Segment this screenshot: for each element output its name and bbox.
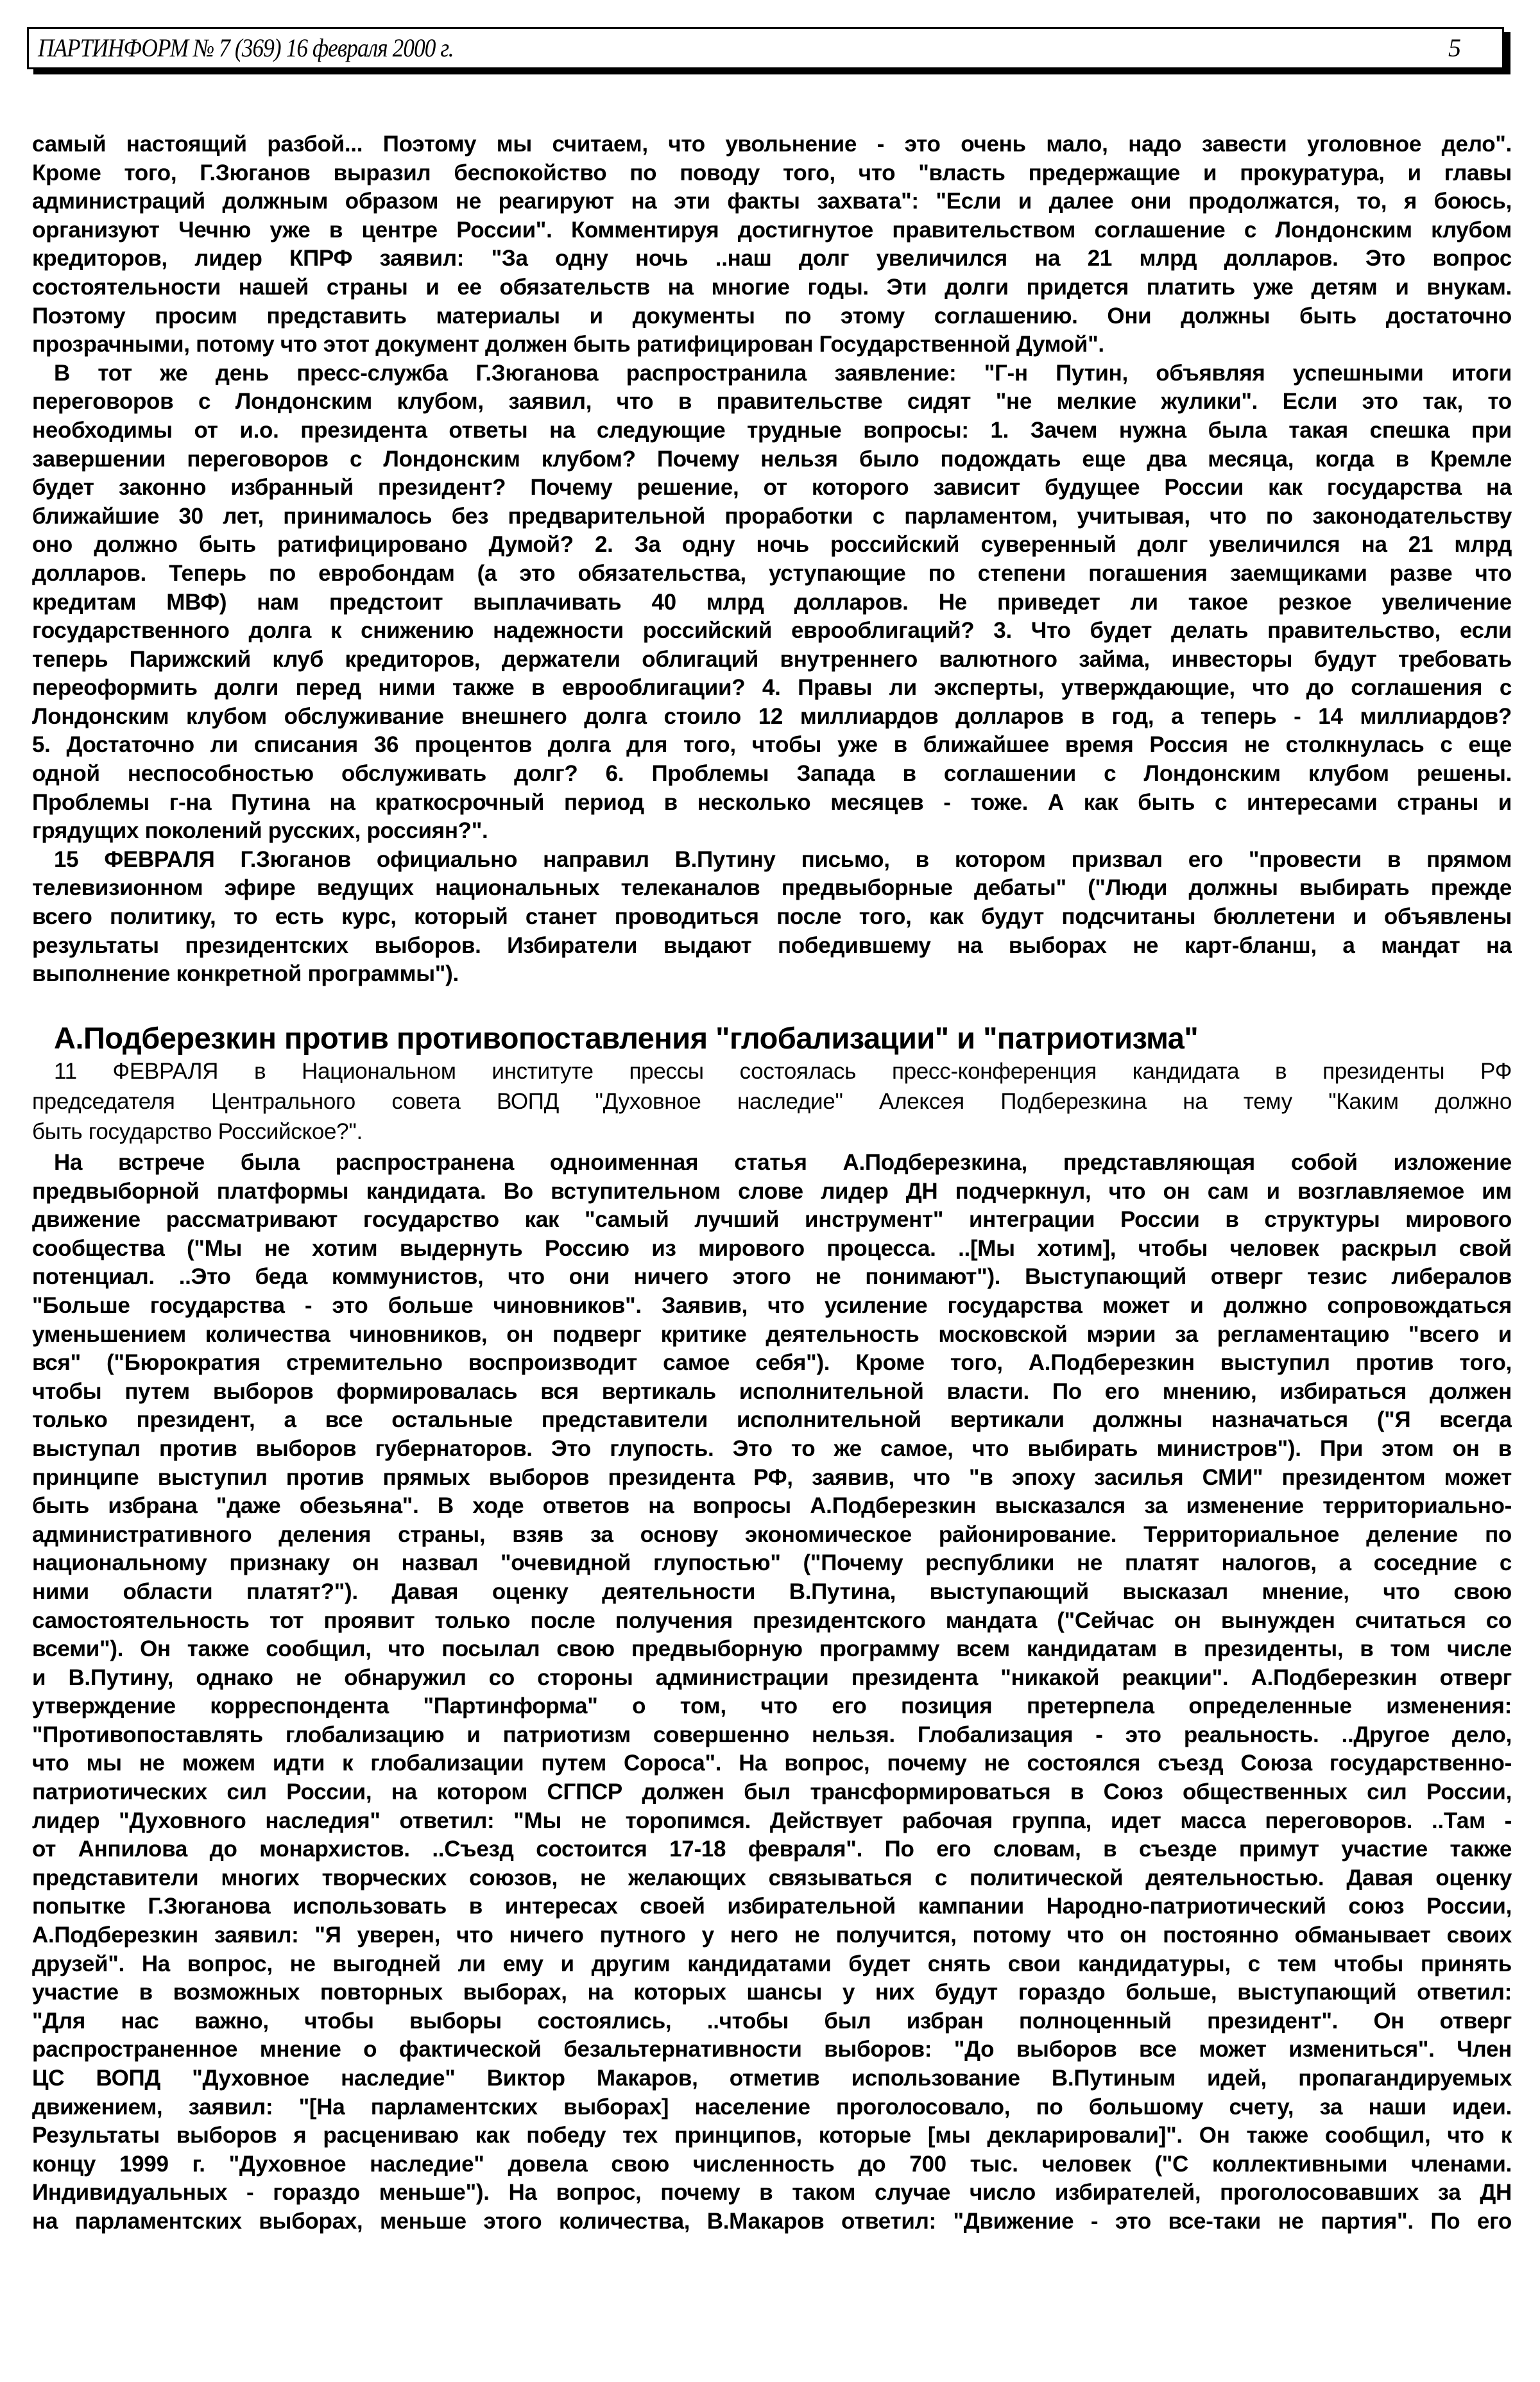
text-line: результаты президентских выборов. Избиратели выдают победившему на выборах не карт-бланш, а мандат на xyxy=(32,932,1512,958)
article-body xyxy=(32,1149,1512,2236)
text-line: телевизионном эфире ведущих национальных телеканалов предвыборные дебаты" ("Люди должны выбирать прежде xyxy=(32,875,1512,901)
text-line: всего политику, то есть курс, который станет проводиться после того, как будут подсчитаны бюллетени и объявлены xyxy=(32,904,1512,930)
text-line: грядущих поколений русских, россиян?". xyxy=(32,818,488,844)
text-line: всеми"). Он также сообщил, что посылал свою предвыборную программу всем кандидатам в президенты, в том числе xyxy=(32,1636,1512,1662)
text-line: переоформить долги перед ними также в еврооблигации? 4. Правы ли эксперты, утверждающие, что до соглашения с xyxy=(32,675,1512,701)
text-line: кредиторов, лидер КПРФ заявил: "За одну ночь ..наш долг увеличился на 21 млрд долларов. Это вопрос xyxy=(32,246,1512,271)
text-line: председателя Центрального совета ВОПД "Духовное наследие" Алексея Подберезкина на тему "Каким должно xyxy=(32,1089,1512,1114)
text-line: ближайшие 30 лет, принималось без предварительной проработки с парламентом, учитывая, что по законодательству xyxy=(32,503,1512,529)
text-line: участие в возможных повторных выборах, на которых шансы у них будут гораздо больше, выступающий ответил: xyxy=(32,1980,1512,2005)
text-line: патриотических сил России, на котором СГПСР должен был трансформироваться в Союз общественных сил России, xyxy=(32,1779,1512,1805)
text-line: оно должно быть ратифицировано Думой? 2. За одну ночь российский суверенный долг увеличился на 21 млрд xyxy=(32,532,1512,558)
text-line: состоятельности нашей страны и ее обязательств на многие годы. Эти долги придется платить уже детям и внукам. xyxy=(32,274,1512,300)
page-number: 5 xyxy=(1448,33,1461,62)
text-line: завершении переговоров с Лондонским клубом? Почему нельзя было подождать еще два месяца, когда в Кремле xyxy=(32,446,1512,472)
paragraph xyxy=(32,359,1512,846)
paragraph xyxy=(32,846,1512,989)
text-line: будет законно избранный президент? Почему решение, от которого зависит будущее России как государства на xyxy=(32,475,1512,501)
text-line: государственного долга к снижению надежности российский еврооблигаций? 3. Что будет делать правительство, если xyxy=(32,618,1512,644)
paragraph xyxy=(32,130,1512,359)
text-line: Лондонским клубом обслуживание внешнего долга стоило 12 миллиардов долларов в год, а теперь - 14 миллиардов? xyxy=(32,703,1512,729)
text-line: утверждение корреспондента "Партинформа" о том, что его позиция претерпела определенные изменения: xyxy=(32,1693,1512,1719)
text-line: "Больше государства - это больше чиновников". Заявив, что усиление государства может и должно сопровождаться xyxy=(32,1292,1512,1318)
text-line: 5. Достаточно ли списания 36 процентов долга для того, чтобы уже в ближайшее время Россия не столкнулась с еще xyxy=(32,732,1512,758)
text-line: представители многих творческих союзов, не желающих связываться с политической деятельностью. Давая оценку xyxy=(32,1865,1512,1890)
text-line: Поэтому просим представить материалы и документы по этому соглашению. Они должны быть достаточно xyxy=(32,303,1512,329)
text-line: движением, заявил: "[На парламентских выборах] население проголосовало, по большому счету, за наши идеи. xyxy=(32,2094,1512,2120)
text-line: лидер "Духовного наследия" ответил: "Мы не торопимся. Действует рабочая группа, идет масса переговоров. ..Там - xyxy=(32,1808,1512,1833)
publication-title: ПАРТИНФОРМ № 7 (369) 16 февраля 2000 г. xyxy=(38,33,454,62)
text-line: В тот же день пресс-служба Г.Зюганова распространила заявление: "Г-н Путин, объявляя успешными итоги xyxy=(54,360,1512,386)
text-line: администраций должным образом не реагируют на эти факты захвата": "Если и далее они продолжатся, то, я боюсь, xyxy=(32,189,1512,214)
text-line: ЦС ВОПД "Духовное наследие" Виктор Макаров, отметив использование В.Путиным идей, пропагандируемых xyxy=(32,2066,1512,2091)
article-heading: А.Подберезкин против противопоставления "глобализации" и "патриотизма" xyxy=(54,1021,1199,1055)
text-line: предвыборной платформы кандидата. Во вступительном слове лидер ДН подчеркнул, что он сам и возглавляемое им xyxy=(32,1178,1512,1204)
text-line: сообщества ("Мы не хотим выдернуть Россию из мирового процесса. ..[Мы хотим], чтобы человек раскрыл свой xyxy=(32,1235,1512,1261)
text-line: На встрече была распространена одноименная статья А.Подберезкина, представляющая собой изложение xyxy=(54,1150,1512,1175)
page-header xyxy=(27,27,1504,69)
section-zyuganov-text xyxy=(32,130,1512,989)
text-line: только президент, а все остальные представители исполнительной вертикали должны назначаться ("Я всегда xyxy=(32,1407,1512,1433)
text-line: национальному признаку он назвал "очевидной глупостью" ("Почему республики не платят налогов, а соседние с xyxy=(32,1550,1512,1576)
text-line: концу 1999 г. "Духовное наследие" довела свою численность до 700 тыс. человек ("С коллективными членами. xyxy=(32,2151,1512,2177)
text-line: А.Подберезкин заявил: "Я уверен, что ничего путного у него не получится, потому что он постоянно обманывает своих xyxy=(32,1923,1512,1948)
text-line: чтобы путем выборов формировалась вся вертикаль исполнительной власти. По его мнению, избираться должен xyxy=(32,1378,1512,1404)
text-line: и В.Путину, однако не обнаружил со стороны администрации президента "никакой реакции". А.Подберезкин отверг xyxy=(32,1665,1512,1690)
text-line: друзей". На вопрос, не выгодней ли ему и другим кандидатами будет снять свои кандидатуры, с тем чтобы принять xyxy=(32,1951,1512,1976)
text-line: долларов. Теперь по евробондам (а это обязательства, уступающие по степени погашения заемщиками разве что xyxy=(32,560,1512,586)
text-line: выполнение конкретной программы"). xyxy=(32,961,459,987)
text-line: на парламентских выборах, меньше этого количества, В.Макаров ответил: "Движение - это все-таки не партия". По его xyxy=(32,2208,1512,2234)
text-line: самостоятельность тот проявит только после получения президентского мандата ("Сейчас он вынужден считаться со xyxy=(32,1607,1512,1633)
text-line: административного деления страны, взяв за основу экономическое районирование. Территориальное деление по xyxy=(32,1521,1512,1547)
text-line: Индивидуальных - гораздо меньше"). На вопрос, почему в таком случае число избирателей, проголосовавших за ДН xyxy=(32,2180,1512,2206)
text-line: движение рассматривают государство как "самый лучший инструмент" интеграции России в структуры мирового xyxy=(32,1207,1512,1233)
text-line: распространенное мнение о фактической безальтернативности выборов: "До выборов все может измениться". Член xyxy=(32,2037,1512,2062)
article-lead xyxy=(32,1056,1512,1147)
text-line: организуют Чечню уже в центре России". Комментируя достигнутое правительством соглашение с Лондонским клубом xyxy=(32,217,1512,243)
text-line: Проблемы г-на Путина на краткосрочный период в несколько месяцев - тоже. А как быть с интересами страны и xyxy=(32,789,1512,815)
text-line: 15 ФЕВРАЛЯ Г.Зюганов официально направил В.Путину письмо, в котором призвал его "провести в прямом xyxy=(54,846,1512,872)
text-line: 11 ФЕВРАЛЯ в Национальном институте прессы состоялась пресс-конференция кандидата в президенты РФ xyxy=(54,1059,1512,1084)
text-line: самый настоящий разбой... Поэтому мы считаем, что увольнение - это очень мало, надо завести уголовное дело". xyxy=(32,132,1512,157)
text-line: "Для нас важно, чтобы выборы состоялись, ..чтобы был избран полноценный президент". Он отверг xyxy=(32,2008,1512,2034)
text-line: необходимы от и.о. президента ответы на следующие трудные вопросы: 1. Зачем нужна была такая спешка при xyxy=(32,417,1512,443)
text-line: от Анпилова до монархистов. ..Съезд состоится 17-18 февраля". По его словам, в съезде примут участие также xyxy=(32,1837,1512,1862)
text-line: Кроме того, Г.Зюганов выразил беспокойство по поводу того, что "власть предержащие и прокуратура, и главы xyxy=(32,160,1512,185)
text-line: попытке Г.Зюганова использовать в интересах своей избирательной кампании Народно-патриотический союз России, xyxy=(32,1894,1512,1919)
text-line: теперь Парижский клуб кредиторов, держатели облигаций внутреннего валютного займа, инвесторы будут требовать xyxy=(32,646,1512,672)
text-line: переговоров с Лондонским клубом, заявил, что в правительстве сидят "не мелкие жулики". Если это так, то xyxy=(32,389,1512,415)
text-line: что мы не можем идти к глобализации путем Сороса". На вопрос, почему не состоялся съезд Союза государственно- xyxy=(32,1751,1512,1776)
text-line: уменьшением количества чиновников, он подверг критике деятельность московской мэрии за регламентацию "всего и xyxy=(32,1321,1512,1347)
text-line: быть государство Российское?". xyxy=(32,1119,363,1144)
text-line: потенциал. ..Это беда коммунистов, что они ничего этого не понимают"). Выступающий отверг тезис либералов xyxy=(32,1264,1512,1290)
text-line: "Противопоставлять глобализацию и патриотизм совершенно нельзя. Глобализация - это реальность. ..Другое дело, xyxy=(32,1722,1512,1747)
text-line: Результаты выборов я расцениваю как победу тех принципов, которые [мы декларировали]". Он также сообщил, что к xyxy=(32,2123,1512,2148)
text-line: кредитам МВФ) нам предстоит выплачивать 40 млрд долларов. Не приведет ли такое резкое увеличение xyxy=(32,589,1512,615)
text-line: быть избрана "даже обезьяна". В ходе ответов на вопросы А.Подберезкин высказался за изменение территориально- xyxy=(32,1493,1512,1519)
text-line: прозрачными, потому что этот документ должен быть ратифицирован Государственной Думой". xyxy=(32,332,1104,357)
text-line: одной неспособностью обслуживать долг? 6. Проблемы Запада в соглашении с Лондонским клубом решены. xyxy=(32,761,1512,787)
text-line: ними области платят?"). Давая оценку деятельности В.Путина, выступающий высказал мнение, что свою xyxy=(32,1579,1512,1604)
text-line: принципе выступил против прямых выборов президента РФ, заявив, что "в эпоху засилья СМИ" президентом может xyxy=(32,1464,1512,1490)
text-line: вся" ("Бюрократия стремительно воспроизводит самое себя"). Кроме того, А.Подберезкин выступил против того, xyxy=(32,1350,1512,1376)
text-line: выступал против выборов губернаторов. Это глупость. Это то же самое, что выбирать министров"). При этом он в xyxy=(32,1435,1512,1461)
